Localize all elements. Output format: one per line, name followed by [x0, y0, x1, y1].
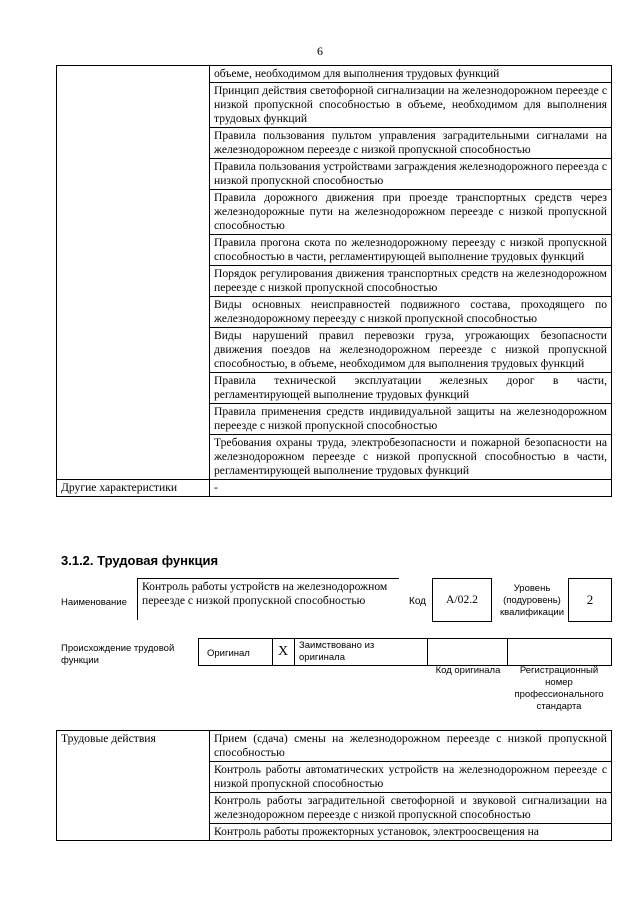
function-name-box	[137, 578, 399, 620]
other-characteristics-row	[57, 480, 612, 497]
borrowed-label: Заимствовано из оригинала	[299, 640, 375, 663]
original-label: Оригинал	[207, 648, 250, 659]
row-text: объеме, необходимом для выполнения трудовых функций	[210, 66, 612, 83]
row-text: Принцип действия светофорной сигнализации на железнодорожном переезде с низкой пропускной способностью в объеме, необходимом для выполнения трудовых функций	[210, 83, 612, 128]
reg-number-caption: Регистрационный номер профессионального стандарта	[514, 665, 604, 712]
row-text: Правила технической эксплуатации железных дорог в части, регламентирующей выполнение трудовых функций	[210, 373, 612, 404]
row-text: Виды основных неисправностей подвижного состава, проходящего по железнодорожному переезду с низкой пропускной способностью	[210, 297, 612, 328]
labor-actions-table	[56, 730, 612, 841]
row-text: Контроль работы заградительной светофорной и звуковой сигнализации на железнодорожном переезде с низкой пропускной способностью	[210, 793, 612, 824]
knowledge-label-cell	[57, 66, 210, 480]
row-text: Правила применения средств индивидуальной защиты на железнодорожном переезде с низкой пропускной способностью	[210, 404, 612, 435]
level-box	[568, 578, 612, 622]
row-text: Правила прогона скота по железнодорожному переезду с низкой пропускной способностью в части, регламентирующей выполнение трудовых функций	[210, 235, 612, 266]
level-value: 2	[586, 592, 594, 607]
function-name: Контроль работы устройств на железнодорожном переезде с низкой пропускной способностью	[142, 580, 388, 607]
function-code-box	[432, 578, 492, 622]
row-text: Правила дорожного движения при проезде транспортных средств через железнодорожные пути на железнодорожном переезде с низкой пропускной способностью	[210, 190, 612, 235]
page-number: 6	[317, 44, 323, 58]
row-text: Правила пользования пультом управления заградительными сигналами на железнодорожном переезде с низкой пропускной способностью	[210, 128, 612, 159]
row-text: Требования охраны труда, электробезопасности и пожарной безопасности на железнодорожном переезде с низкой пропускной способностью в части, регламентирующей выполнение трудовых функций	[210, 435, 612, 480]
row-text: Порядок регулирования движения транспортных средств на железнодорожном переезде с низкой пропускной способностью	[210, 266, 612, 297]
origin-row	[198, 638, 612, 666]
row-text: Правила пользования устройствами заграждения железнодорожного переезда с низкой пропускной способностью	[210, 159, 612, 190]
knowledge-table	[56, 65, 612, 497]
row-text: Контроль работы автоматических устройств на железнодорожном переезде с низкой пропускной способностью	[210, 762, 612, 793]
other-characteristics-label: Другие характеристики	[57, 480, 210, 497]
table-row	[57, 731, 612, 762]
table-row	[57, 66, 612, 83]
other-characteristics-value: -	[210, 480, 612, 497]
labor-actions-label: Трудовые действия	[57, 731, 210, 841]
name-label: Наименование	[61, 597, 127, 608]
row-text: Виды нарушений правил перевозки груза, угрожающих безопасности движения поездов на железнодорожном переезде с низкой пропускной способностью, в объеме, необходимом для выполнения трудовых функций	[210, 328, 612, 373]
function-code: А/02.2	[446, 593, 478, 606]
code-original-cell	[427, 639, 508, 665]
section-title: 3.1.2. Трудовая функция	[61, 553, 219, 568]
row-text: Прием (сдача) смены на железнодорожном переезде с низкой пропускной способностью	[210, 731, 612, 762]
level-label: Уровень (подуровень) квалификации	[499, 583, 565, 618]
origin-label: Происхождение трудовой функции	[61, 643, 175, 666]
code-original-caption: Код оригинала	[435, 665, 501, 676]
row-text: Контроль работы прожекторных установок, электроосвещения на	[210, 824, 612, 841]
code-label: Код	[409, 596, 427, 607]
original-mark: X	[277, 644, 289, 659]
